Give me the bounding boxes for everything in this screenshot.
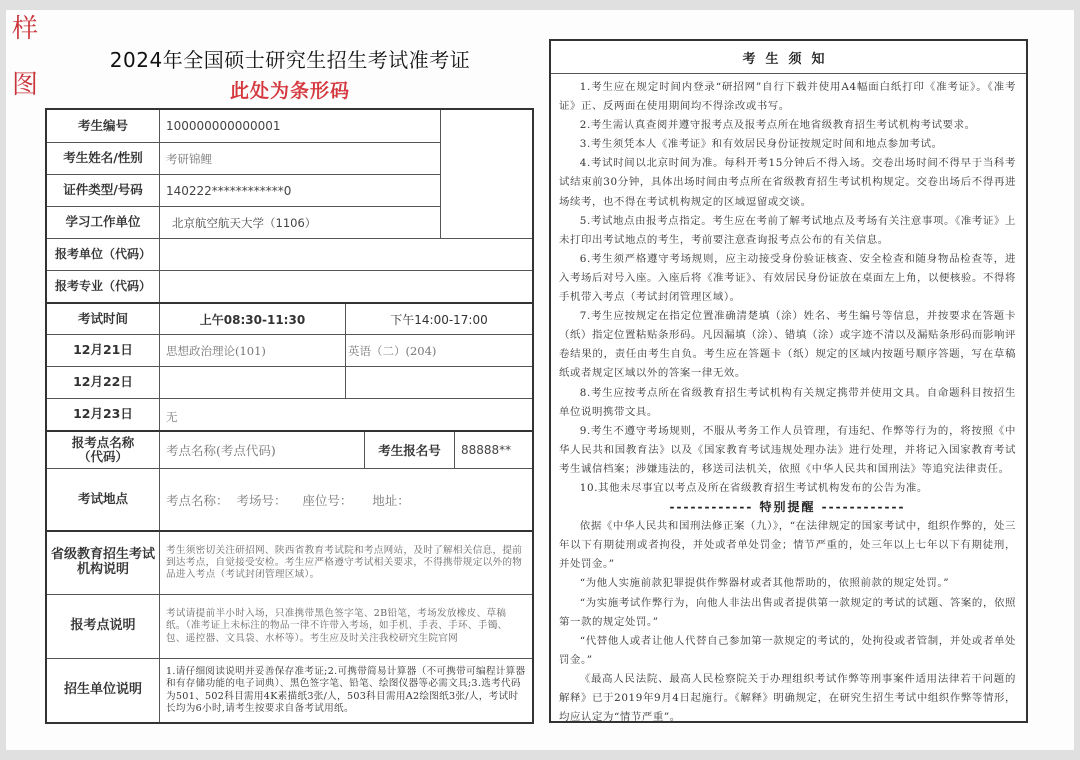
instruction-item: 10.其他未尽事宜以考点及所在省级教育招生考试机构发布的公告为准。 xyxy=(579,481,928,494)
row-apply-major xyxy=(47,270,532,302)
value-site-note: 考试请提前半小时入场，只准携带黑色签字笔、2B铅笔，考场发放橡皮、草稿纸。（准考证上未标注的物品一律不许带入考场，如手机、手表、手环、手镯、包、遥控器、文具袋、水杯等）。考生应及时关注我校研究生院官网 xyxy=(166,608,508,644)
row-day-1222 xyxy=(47,366,532,398)
morning-exam-1221: 思想政治理论(101) xyxy=(166,343,266,358)
value-enrollment-note: 1.请仔细阅读说明并妥善保存准考证;2.可携带简易计算器（不可携带可编程计算器和有存储功能的电子词典）、黑色签字笔、铅笔、绘图仪器等必需文具;3.选考代码为501、502科目需用4K素描纸3张/人，503科目需用A2绘图纸3张/人，考试时长均为6小时,请考生按要求自备考试用纸。 xyxy=(166,666,526,714)
label-site-note: 报考点说明 xyxy=(47,595,160,658)
label-exam-location: 考试地点 xyxy=(47,469,160,530)
sample-stamp-char-2: 图 xyxy=(12,70,39,100)
value-candidate-id: 100000000000001 xyxy=(166,119,281,133)
row-enrollment-note xyxy=(47,658,532,722)
row-provincial-note xyxy=(47,530,532,594)
instruction-item: 8.考生应按考点所在省级教育招生考试机构有关规定携带并使用文具。自命题科目按招生单位说明携带文具。 xyxy=(559,386,1016,418)
row-exam-location xyxy=(47,468,532,530)
label-apply-major: 报考专业（代码） xyxy=(47,271,160,302)
row-day-1221 xyxy=(47,334,532,366)
value-apply-major xyxy=(160,271,532,302)
special-reminder-item: “为他人实施前款犯罪提供作弊器材或者其他帮助的，依照前款的规定处罚。” xyxy=(579,577,950,590)
exam-1223: 无 xyxy=(166,410,178,424)
label-exam-time: 考试时间 xyxy=(47,304,160,334)
candidate-instructions-panel xyxy=(549,39,1028,723)
value-id-number: 140222************0 xyxy=(166,183,292,198)
instruction-item: 3.考生须凭本人《准考证》和有效居民身份证按规定时间和地点参加考试。 xyxy=(579,138,943,151)
value-work-unit: 北京航空航天大学（1106） xyxy=(172,215,317,230)
instructions-title: 考生须知 xyxy=(551,41,1026,74)
row-schedule-header xyxy=(47,302,532,334)
morning-exam-1222 xyxy=(160,367,345,398)
label-candidate-id: 考生编号 xyxy=(47,110,160,142)
special-reminder-item: 《最高人民法院、最高人民检察院关于办理组织考试作弊等刑事案件适用法律若干问题的解释》已于2019年9月4日起施行。《解释》明确规定，在研究生招生考试中组织作弊等情形，均应认定为“情节严重”。 xyxy=(559,672,1016,724)
barcode-placeholder: 此处为条形码 xyxy=(229,80,350,102)
header-morning: 上午08:30-11:30 xyxy=(199,312,306,327)
label-id-number: 证件类型/号码 xyxy=(47,175,160,206)
instructions-body xyxy=(551,74,1026,727)
instruction-item: 5.考试地点由报考点指定。考生应在考前了解考试地点及考场有关注意事项。《准考证》上未打印出考试地点的考生，考前要注意查询报考点公布的有关信息。 xyxy=(559,214,1016,246)
afternoon-exam-1222 xyxy=(345,367,532,398)
instruction-item: 2.考生需认真查阅并遵守报考点及报考点所在地省级教育招生考试机构考试要求。 xyxy=(579,119,976,132)
label-apply-unit: 报考单位（代码） xyxy=(47,239,160,270)
label-provincial-note: 省级教育招生考试机构说明 xyxy=(47,532,160,594)
label-work-unit: 学习工作单位 xyxy=(47,207,160,238)
header-afternoon: 下午14:00-17:00 xyxy=(345,304,532,334)
row-site-note xyxy=(47,594,532,658)
label-date-1221: 12月21日 xyxy=(47,335,160,366)
value-exam-site: 考点名称(考点代码) xyxy=(166,443,276,458)
label-date-1222: 12月22日 xyxy=(47,367,160,398)
afternoon-exam-1221: 英语（二）(204) xyxy=(345,335,532,366)
row-id-number xyxy=(47,174,440,206)
row-work-unit xyxy=(47,206,440,238)
label-candidate-name: 考生姓名/性别 xyxy=(47,143,160,174)
special-reminder-item: “代替他人或者让他人代替自己参加第一款规定的考试的，处拘役或者管制，并处或者单处罚金。” xyxy=(559,634,1016,666)
row-exam-site xyxy=(47,430,532,468)
admission-info-table xyxy=(45,108,534,724)
label-exam-site: 报考点名称（代码） xyxy=(47,432,160,468)
label-date-1223: 12月23日 xyxy=(47,399,160,430)
instruction-item: 9.考生不遵守考场规则，不服从考务工作人员管理，有违纪、作弊等行为的，将按照《中华人民共和国教育法》以及《国家教育考试违规处理办法》进行处理，并将记入国家教育考试考生诚信档案；涉嫌违法的，移送司法机关，依照《中华人民共和国刑法》等追究法律责任。 xyxy=(559,424,1016,475)
row-candidate-id xyxy=(47,110,440,142)
page-title: 2024年全国硕士研究生招生考试准考证 xyxy=(109,48,471,72)
value-exam-location: 考点名称： 考场号： 座位号： 地址： xyxy=(166,492,410,508)
label-enrollment-note: 招生单位说明 xyxy=(47,659,160,722)
value-registration-number: 88888** xyxy=(454,432,532,468)
instruction-item: 6.考生须严格遵守考场规则，应主动接受身份验证核查、安全检查和随身物品检查等，进入考场后对号入座。入座后将《准考证》、有效居民身份证放在桌面左上角，以便核验。不得将手机带入考点（考试封闭管理区域）。 xyxy=(559,252,1016,304)
special-reminder-heading: ------------ 特别提醒 ------------ xyxy=(669,500,906,515)
sample-stamp-char-1: 样 xyxy=(12,14,39,44)
photo-box xyxy=(440,110,532,238)
value-apply-unit xyxy=(160,239,532,270)
value-candidate-name: 考研锦鲤 xyxy=(166,151,212,166)
special-reminder-item: “为实施考试作弊行为，向他人非法出售或者提供第一款规定的考试的试题、答案的，依照第一款的规定处罚。” xyxy=(559,596,1016,628)
row-apply-unit xyxy=(47,238,532,270)
label-registration-number: 考生报名号 xyxy=(364,432,454,468)
row-day-1223 xyxy=(47,398,532,430)
instruction-item: 7.考生应按规定在指定位置准确清楚填（涂）姓名、考生编号等信息，并按要求在答题卡（纸）指定位置粘贴条形码。凡因漏填（涂）、错填（涂）或字迹不清以及漏贴条形码而影响评卷结果的，责任由考生自负。考生应在答题卡（纸）规定的区域内按题号顺序答题，写在草稿纸或者规定区域以外的答案一律无效。 xyxy=(559,310,1016,380)
row-candidate-name xyxy=(47,142,440,174)
instruction-item: 4.考试时间以北京时间为准。每科开考15分钟后不得入场。交卷出场时间不得早于当科考试结束前30分钟，具体出场时间由考点所在省级教育招生考试机构规定。交卷出场后不得再进场续考，也不得在考试机构规定的区域逗留或交谈。 xyxy=(559,157,1016,208)
instruction-item: 1.考生应在规定时间内登录“研招网”自行下载并使用A4幅面白纸打印《准考证》。《准考证》正、反两面在使用期间均不得涂改或书写。 xyxy=(559,81,1016,113)
special-reminder-item: 依据《中华人民共和国刑法修正案（九）》，“在法律规定的国家考试中，组织作弊的，处三年以下有期徒刑或者拘役，并处或者单处罚金；情节严重的，处三年以上七年以下有期徒刑，并处罚金。” xyxy=(559,520,1016,571)
value-provincial-note: 考生须密切关注研招网、陕西省教育考试院和考点网站，及时了解相关信息，提前到达考点，自觉接受安检。考生应严格遵守考试相关要求，不得携带规定以外的物品进入考点（考试封闭管理区域）。 xyxy=(166,544,523,581)
